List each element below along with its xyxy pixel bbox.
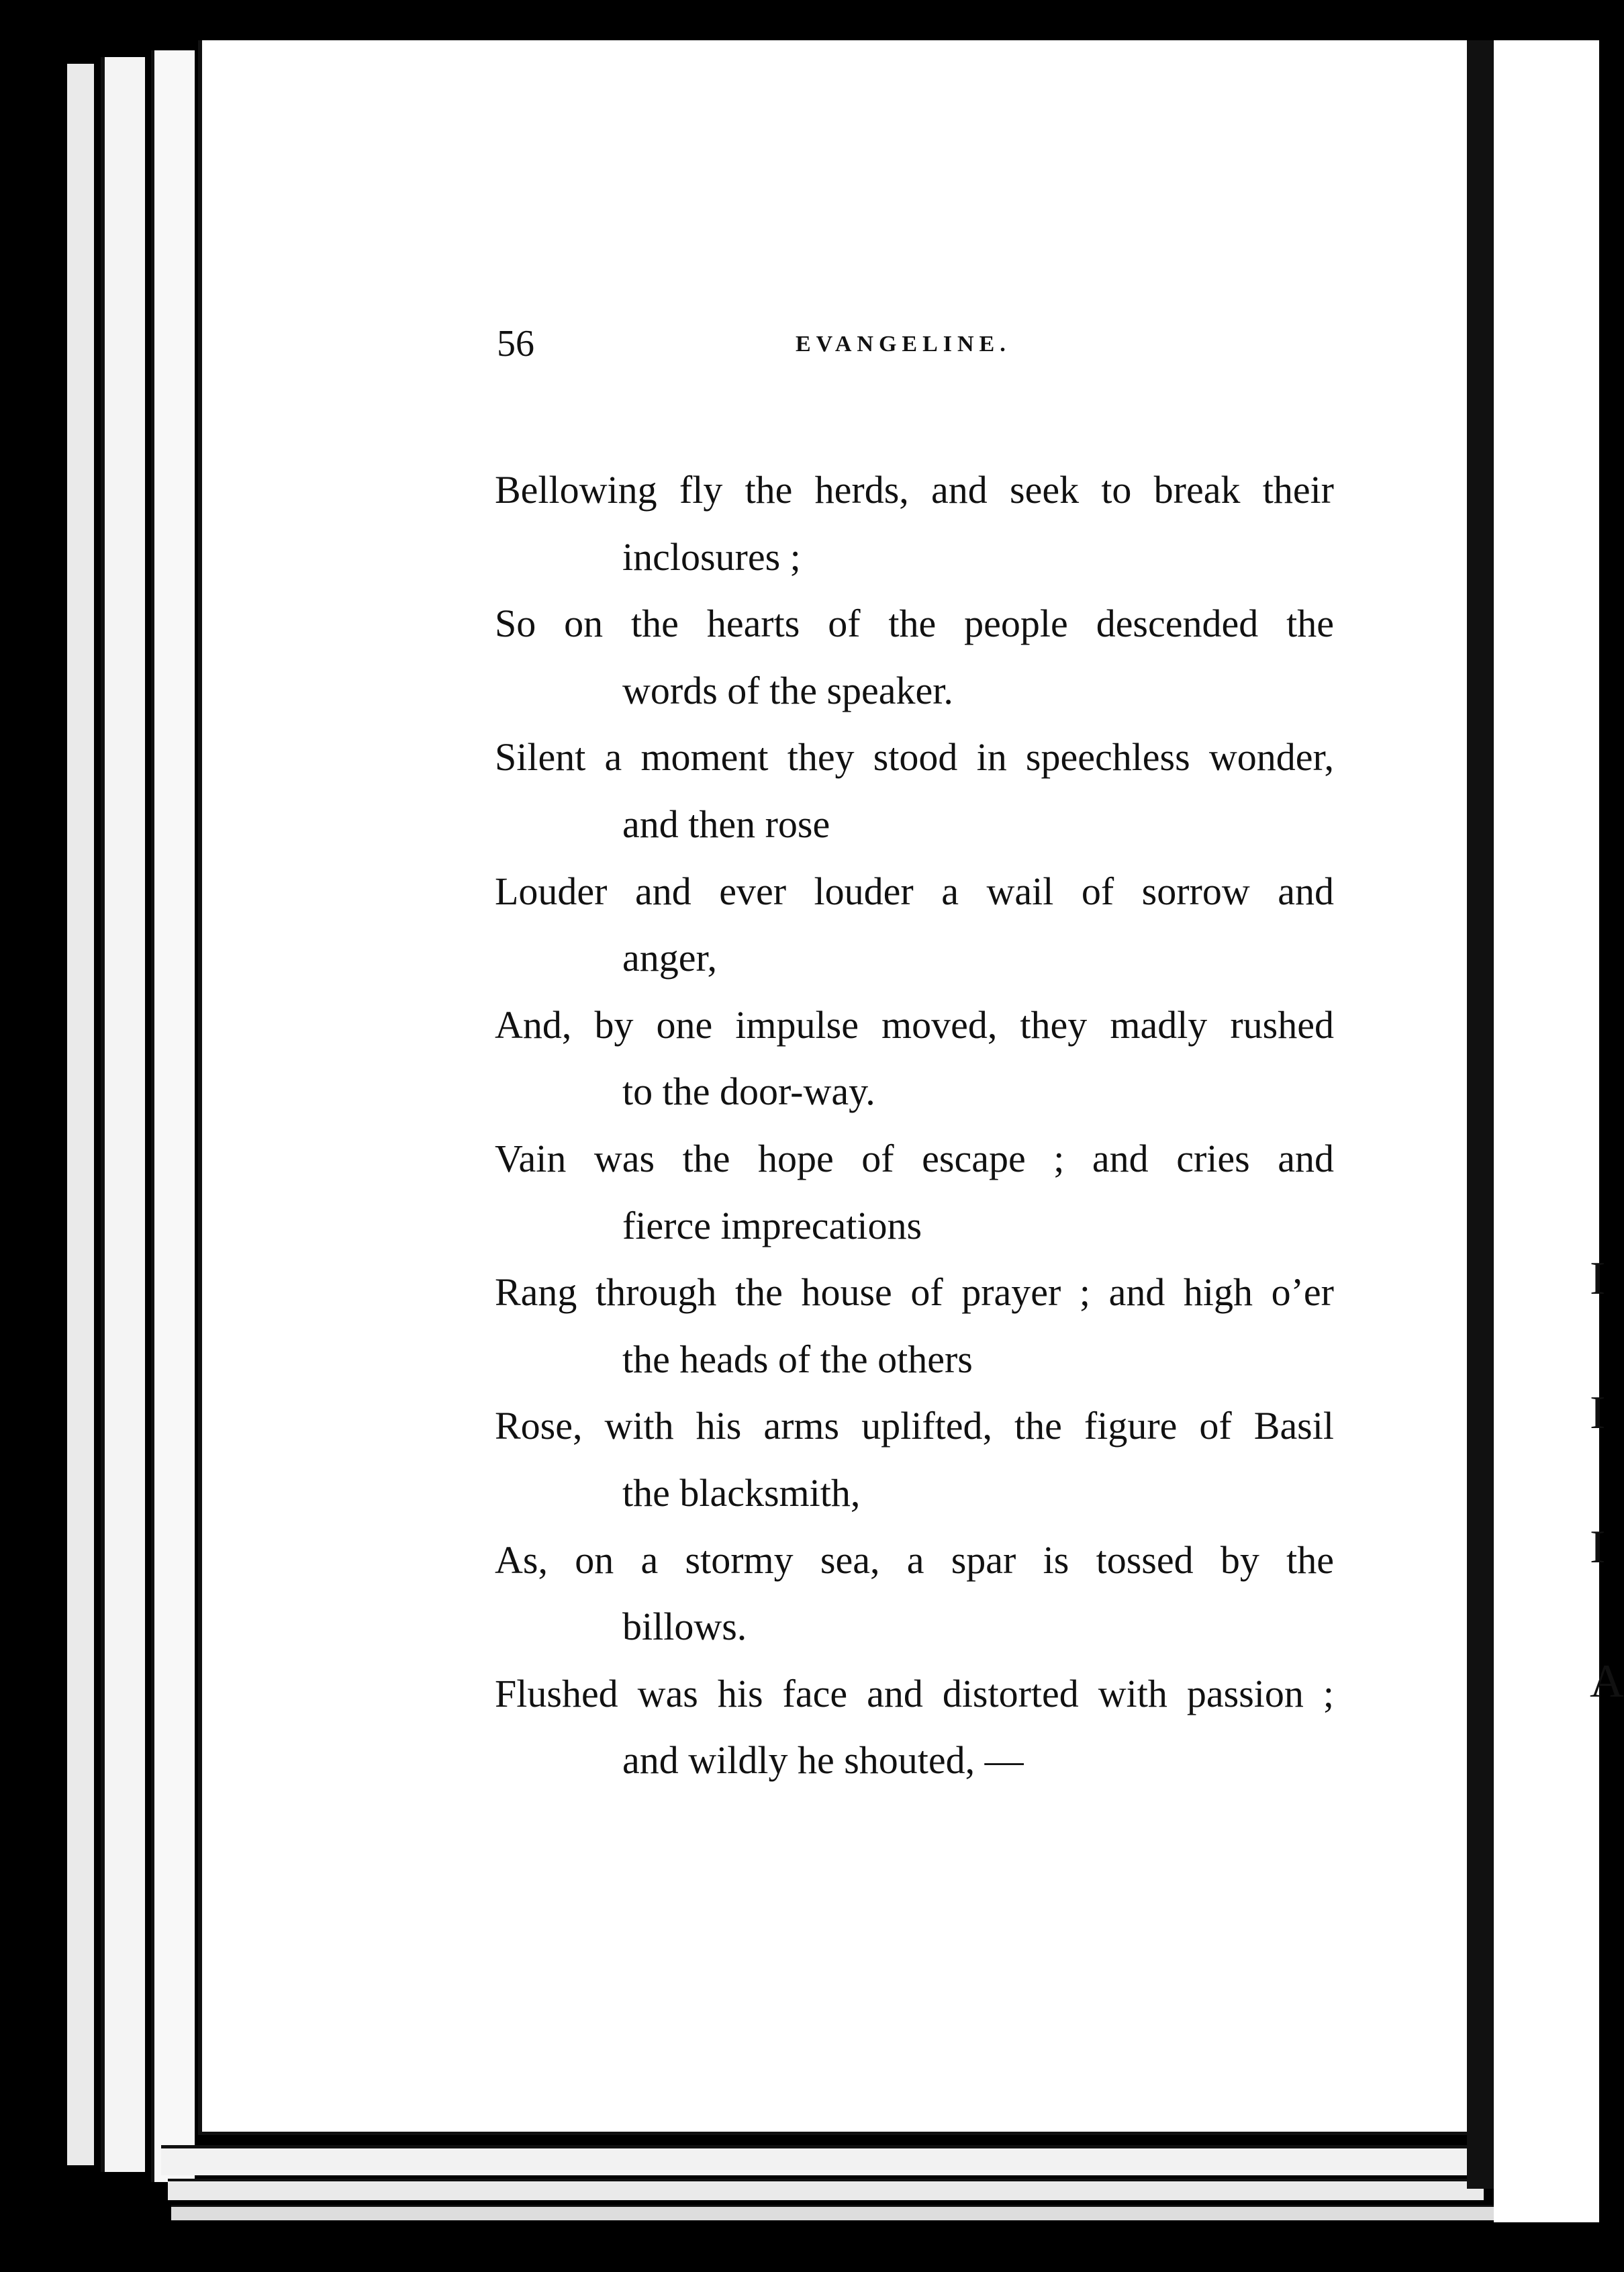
verse-first-line: Vain was the hope of escape ; and cries and [495, 1136, 1334, 1180]
verse-continuation: and wildly he shouted, — [622, 1738, 1024, 1783]
verse-line [495, 590, 1334, 724]
book-edge [67, 64, 94, 2165]
verse-line [495, 1259, 1334, 1392]
verse-first-line: Bellowing fly the herds, and seek to break their [495, 468, 1334, 512]
next-page-fragment: A [1590, 1656, 1624, 1707]
book-edge-bottom [161, 2145, 1470, 2175]
book-edge [101, 57, 145, 2172]
verse-line [495, 1392, 1334, 1526]
verse-continuation: billows. [622, 1605, 747, 1649]
page-header [497, 322, 1088, 383]
verse-line [495, 724, 1334, 857]
verse-line [495, 1527, 1334, 1660]
verse-continuation: anger, [622, 936, 717, 980]
verse-line [495, 858, 1334, 992]
next-page-fragment: I [1590, 1387, 1606, 1439]
verse-line [495, 992, 1334, 1125]
verse-continuation: inclosures ; [622, 534, 801, 579]
next-page-fragment: I [1590, 1521, 1606, 1573]
verse-first-line: As, on a stormy sea, a spar is tossed by the [495, 1537, 1334, 1582]
book-edge-bottom [168, 2179, 1484, 2200]
verse-continuation: and then rose [622, 802, 830, 846]
verse-first-line: Rose, with his arms uplifted, the figure of Basil [495, 1404, 1334, 1448]
page-gutter [1467, 40, 1494, 2189]
verse-line [495, 1660, 1334, 1794]
book-edge-bottom [171, 2205, 1494, 2220]
page-number: 56 [497, 323, 534, 365]
verse-first-line: And, by one impulse moved, they madly rushed [495, 1002, 1334, 1047]
verse-first-line: Flushed was his face and distorted with passion ; [495, 1671, 1334, 1715]
running-title: EVANGELINE. [796, 332, 1011, 357]
next-page-fragment: I [1590, 1253, 1606, 1305]
verse-continuation: words of the speaker. [622, 668, 953, 712]
verse-continuation: fierce imprecations [622, 1203, 922, 1247]
verse-first-line: So on the hearts of the people descended the [495, 602, 1334, 646]
verse-continuation: the heads of the others [622, 1337, 973, 1381]
verse-line [495, 457, 1334, 590]
verse-continuation: to the door-way. [622, 1070, 875, 1114]
verse-first-line: Rang through the house of prayer ; and high o’er [495, 1270, 1334, 1315]
verse-continuation: the blacksmith, [622, 1470, 861, 1515]
verse-line [495, 1125, 1334, 1259]
poem-body [495, 457, 1334, 1794]
verse-first-line: Louder and ever louder a wail of sorrow and [495, 869, 1334, 913]
next-page-edge [1494, 40, 1599, 2222]
verse-first-line: Silent a moment they stood in speechless wonder, [495, 735, 1334, 779]
book-edge [151, 50, 195, 2182]
